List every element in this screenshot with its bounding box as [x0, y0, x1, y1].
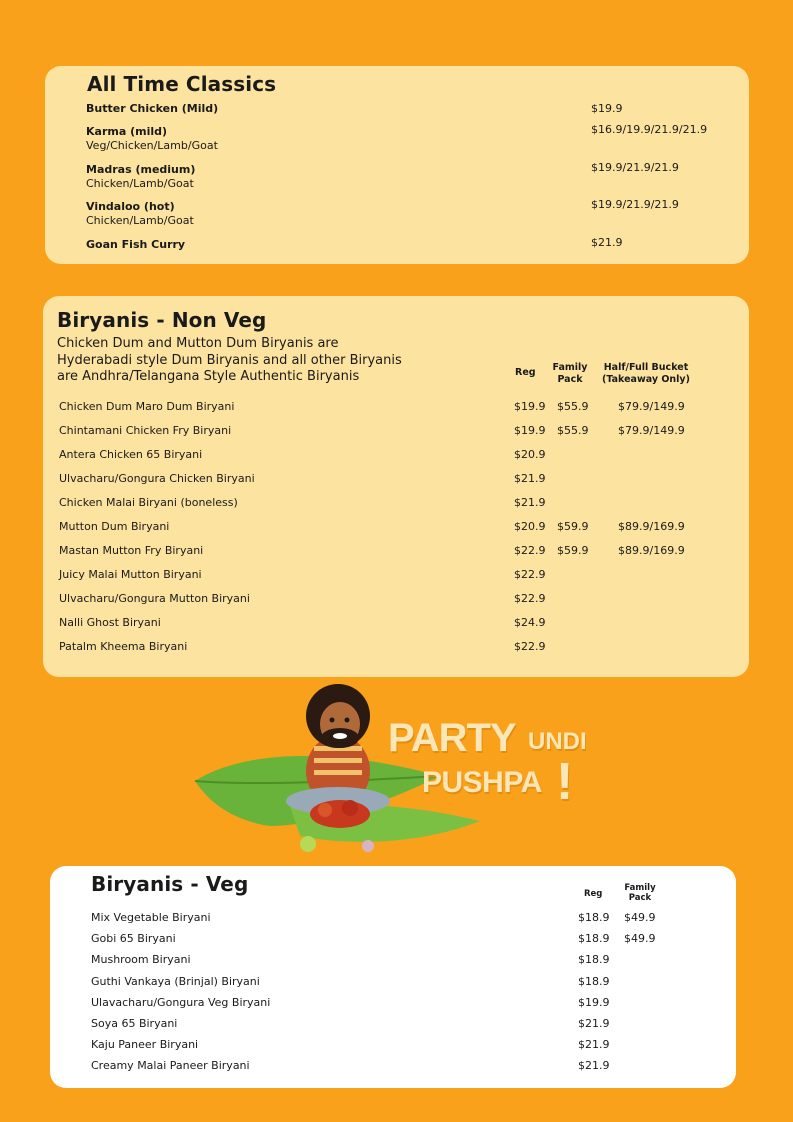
description-line: Hyderabadi style Dum Biryanis and all other Biryanis: [57, 352, 402, 368]
menu-item-name: Creamy Malai Paneer Biryani: [91, 1059, 250, 1072]
menu-item-options: Chicken/Lamb/Goat: [86, 214, 194, 227]
menu-item-price: $16.9/19.9/21.9/21.9: [591, 123, 708, 136]
menu-item-price-reg: $21.9: [514, 472, 546, 485]
banner-word: PARTY: [388, 716, 516, 760]
menu-item-price-reg: $24.9: [514, 616, 546, 629]
description-line: Chicken Dum and Mutton Dum Biryanis are: [57, 336, 339, 351]
menu-item-price-bucket: $89.9/169.9: [618, 544, 685, 557]
section-description: [57, 336, 402, 386]
menu-item-price-reg: $18.9: [578, 953, 610, 966]
menu-item-price-family: $59.9: [557, 544, 589, 557]
column-header-family: [548, 362, 592, 386]
menu-item-options: Veg/Chicken/Lamb/Goat: [86, 139, 218, 152]
menu-item-name: Karma (mild): [86, 125, 168, 138]
menu-item-name: Guthi Vankaya (Brinjal) Biryani: [91, 975, 260, 988]
menu-item-options: Chicken/Lamb/Goat: [86, 177, 194, 190]
menu-item-name: Butter Chicken (Mild): [86, 102, 219, 115]
menu-item-name: Mutton Dum Biryani: [59, 520, 170, 533]
menu-item-name: Chintamani Chicken Fry Biryani: [59, 424, 232, 437]
menu-item-name: Madras (medium): [86, 163, 196, 176]
menu-item-price-family: $55.9: [557, 424, 589, 437]
menu-item-name: Gobi 65 Biryani: [91, 932, 176, 945]
menu-item-name: Kaju Paneer Biryani: [91, 1038, 199, 1051]
menu-item-price-family: $55.9: [557, 400, 589, 413]
menu-item-price: $21.9: [591, 236, 623, 249]
menu-item-name: Goan Fish Curry: [86, 238, 186, 251]
menu-item-price-reg: $19.9: [578, 996, 610, 1009]
menu-item-name: Ulvacharu/Gongura Chicken Biryani: [59, 472, 255, 485]
menu-item-name: Patalm Kheema Biryani: [59, 640, 188, 653]
header-line: Pack: [628, 893, 652, 903]
menu-item-name: Mushroom Biryani: [91, 953, 191, 966]
menu-item-price-reg: $21.9: [578, 1017, 610, 1030]
menu-item-price-reg: $22.9: [514, 640, 546, 653]
menu-item-price-family: $59.9: [557, 520, 589, 533]
menu-item-name: Vindaloo (hot): [86, 200, 175, 213]
header-line: Family: [624, 883, 656, 893]
menu-item-price: $19.9/21.9/21.9: [591, 161, 679, 174]
header-line: Pack: [557, 374, 583, 385]
menu-item-name: Soya 65 Biryani: [91, 1017, 178, 1030]
menu-item-price-reg: $22.9: [514, 544, 546, 557]
menu-item-price-reg: $18.9: [578, 932, 610, 945]
veg-biryani-section: [50, 866, 736, 1088]
menu-item-price-reg: $21.9: [514, 496, 546, 509]
menu-item-name: Juicy Malai Mutton Biryani: [59, 568, 202, 581]
description-line: are Andhra/Telangana Style Authentic Biryanis: [57, 369, 360, 384]
menu-item-price-reg: $20.9: [514, 448, 546, 461]
menu-item-name: Mix Vegetable Biryani: [91, 911, 211, 924]
column-header-family: [618, 883, 662, 903]
menu-item-price-reg: $22.9: [514, 568, 546, 581]
menu-item-price-reg: $19.9: [514, 400, 546, 413]
menu-item-price-family: $49.9: [624, 911, 656, 924]
menu-item-price-reg: $18.9: [578, 975, 610, 988]
menu-item-price: $19.9/21.9/21.9: [591, 198, 679, 211]
nonveg-biryani-section: [43, 296, 749, 677]
menu-item-price-reg: $22.9: [514, 592, 546, 605]
banner-word: UNDI: [528, 728, 587, 755]
header-line: (Takeaway Only): [602, 374, 690, 385]
section-title: Biryanis - Non Veg: [57, 308, 267, 332]
menu-item-price-bucket: $79.9/149.9: [618, 424, 685, 437]
party-undi-pushpa-banner: [190, 676, 610, 866]
menu-item-name: Mastan Mutton Fry Biryani: [59, 544, 204, 557]
menu-item-price-bucket: $89.9/169.9: [618, 520, 685, 533]
menu-item-price-reg: $21.9: [578, 1059, 610, 1072]
menu-item-name: Nalli Ghost Biryani: [59, 616, 161, 629]
character-illustration: [190, 676, 610, 866]
section-title: Biryanis - Veg: [91, 872, 249, 896]
banner-exclamation: !: [556, 753, 574, 811]
menu-item-name: Antera Chicken 65 Biryani: [59, 448, 203, 461]
menu-item-price-reg: $21.9: [578, 1038, 610, 1051]
menu-item-name: Chicken Malai Biryani (boneless): [59, 496, 238, 509]
section-title: All Time Classics: [87, 72, 277, 96]
menu-item-name: Ulavacharu/Gongura Veg Biryani: [91, 996, 271, 1009]
menu-item-name: Chicken Dum Maro Dum Biryani: [59, 400, 235, 413]
header-line: Family: [552, 362, 588, 373]
menu-item-price-bucket: $79.9/149.9: [618, 400, 685, 413]
column-header-reg: Reg: [584, 889, 603, 899]
column-header-reg: Reg: [515, 367, 536, 378]
menu-item-name: Ulvacharu/Gongura Mutton Biryani: [59, 592, 250, 605]
menu-item-price-reg: $19.9: [514, 424, 546, 437]
menu-item-price-reg: $20.9: [514, 520, 546, 533]
menu-item-price-family: $49.9: [624, 932, 656, 945]
header-line: Half/Full Bucket: [603, 362, 689, 373]
menu-item-price: $19.9: [591, 102, 623, 115]
banner-word: PUSHPA: [422, 766, 542, 799]
classics-section: [45, 66, 749, 264]
column-header-bucket: [596, 362, 696, 386]
menu-item-price-reg: $18.9: [578, 911, 610, 924]
